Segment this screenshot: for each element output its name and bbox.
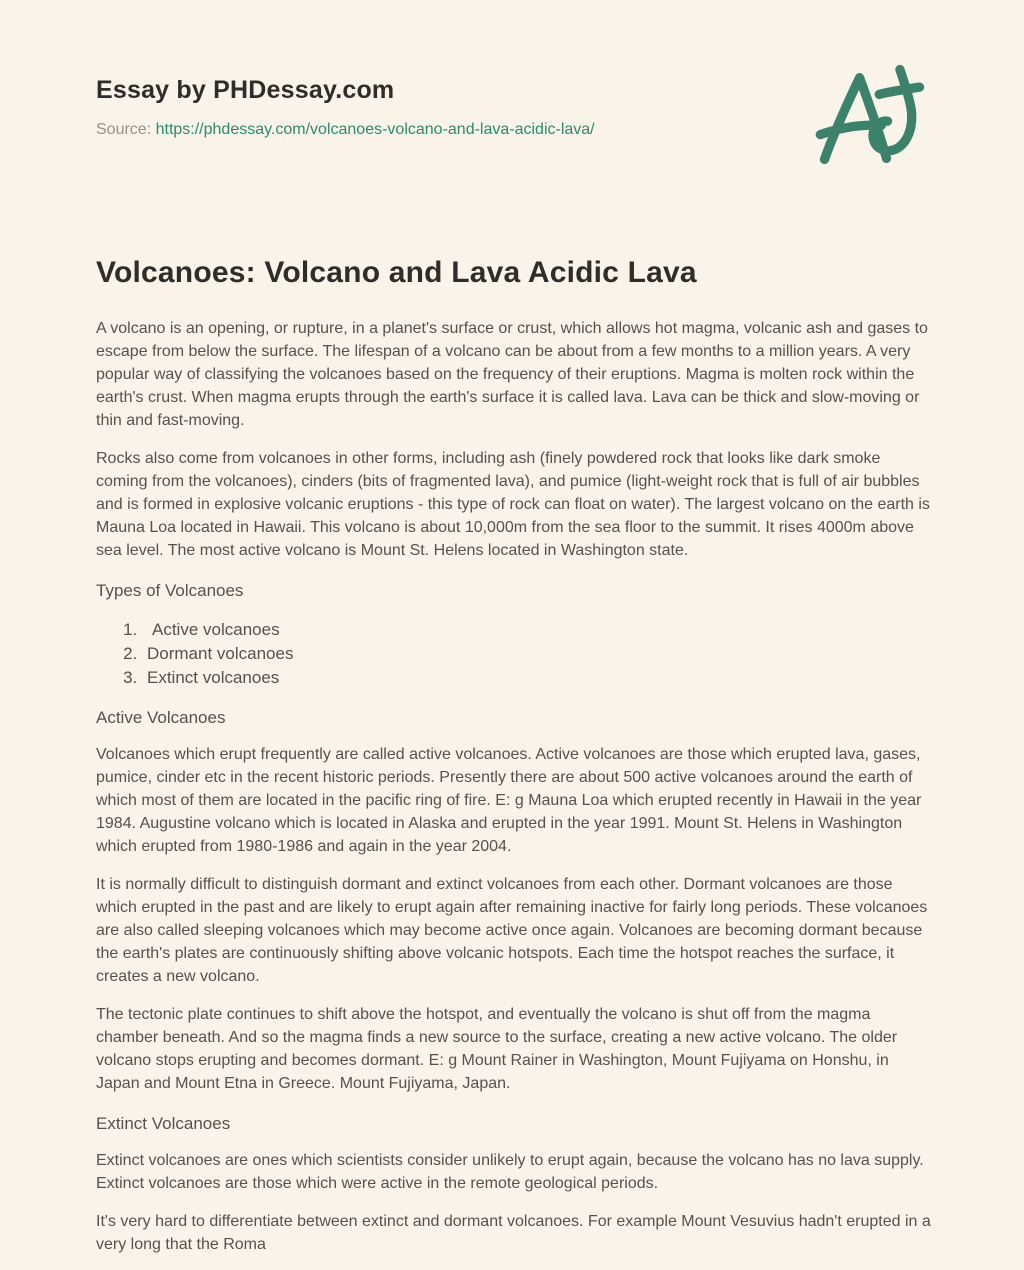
page-header — [96, 62, 934, 168]
paragraph-active-volcanoes: Volcanoes which erupt frequently are called active volcanoes. Active volcanoes are those which erupted lava, gases, pumice, cinder etc in the recent historic periods. Presently there are about 500 active volcanoes around the earth of which most of them are located in the pacific ring of fire. E: g Mauna Loa which erupted recently in Hawaii in the year 1984. Augustine volcano which is located in Alaska and erupted in the year 1991. Mount St. Helens in Washington which erupted from 1980-1986 and again in the year 2004. — [96, 746, 922, 855]
source-url-link[interactable]: https://phdessay.com/volcanoes-volcano-and-lava-acidic-lava/ — [155, 121, 595, 138]
list-item-dormant: 2. Dormant volcanoes — [142, 642, 934, 665]
section-heading-active: Active Volcanoes — [96, 708, 226, 727]
volcano-types-list — [96, 618, 934, 689]
essay-title: Volcanoes: Volcano and Lava Acidic Lava — [96, 256, 697, 289]
section-heading-types: Types of Volcanoes — [96, 581, 244, 600]
essay-content — [96, 256, 934, 1256]
list-item-active: 1. Active volcanoes — [142, 618, 934, 641]
brand-title: Essay by PHDessay.com — [96, 76, 395, 104]
source-line — [96, 120, 595, 140]
paragraph-dormant-volcanoes: It is normally difficult to distinguish dormant and extinct volcanoes from each other. Dormant volcanoes are those which erupted in the past and are likely to erupt again after remaining inactive for fairly long periods. These volcanoes are also called sleeping volcanoes which may become active once again. Volcanoes are becoming dormant because the earth's plates are continuously shifting above volcanic hotspots. Each time the hotspot reaches the surface, it creates a new volcano. — [96, 876, 928, 985]
paragraph-differentiate: It's very hard to differentiate between extinct and dormant volcanoes. For example Mount Vesuvius hadn't erupted in a very long that the Roma — [96, 1213, 931, 1253]
a-plus-logo-icon — [810, 62, 934, 168]
paragraph-rocks: Rocks also come from volcanoes in other forms, including ash (finely powdered rock that looks like dark smoke coming from the volcanoes), cinders (bits of fragmented lava), and pumice (light-weight rock that is full of air bubbles and is formed in explosive volcanic eruptions - this type of rock can float on water). The largest volcano on the earth is Mauna Loa located in Hawaii. This volcano is about 10,000m from the sea floor to the summit. It rises 4000m above sea level. The most active volcano is Mount St. Helens located in Washington state. — [96, 450, 930, 559]
phdessay-logo — [810, 62, 934, 168]
list-item-extinct: 3. Extinct volcanoes — [142, 666, 934, 689]
section-heading-extinct: Extinct Volcanoes — [96, 1114, 231, 1133]
paragraph-tectonic-plate: The tectonic plate continues to shift above the hotspot, and eventually the volcano is shut off from the magma chamber beneath. And so the magma finds a new source to the surface, creating a new active volcano. The older volcano stops erupting and becomes dormant. E: g Mount Rainer in Washington, Mount Fujiyama on Honshu, in Japan and Mount Etna in Greece. Mount Fujiyama, Japan. — [96, 1006, 898, 1092]
paragraph-intro: A volcano is an opening, or rupture, in a planet's surface or crust, which allows hot magma, volcanic ash and gases to escape from below the surface. The lifespan of a volcano can be about from a few months to a million years. A very popular way of classifying the volcanoes based on the frequency of their eruptions. Magma is molten rock within the earth's crust. When magma erupts through the earth's surface it is called lava. Lava can be thick and slow-moving or thin and fast-moving. — [96, 320, 928, 429]
source-label: Source: — [96, 121, 152, 138]
paragraph-extinct-volcanoes: Extinct volcanoes are ones which scientists consider unlikely to erupt again, because the volcano has no lava supply. Extinct volcanoes are those which were active in the remote geological periods. — [96, 1152, 924, 1192]
header-text-block — [96, 62, 595, 140]
